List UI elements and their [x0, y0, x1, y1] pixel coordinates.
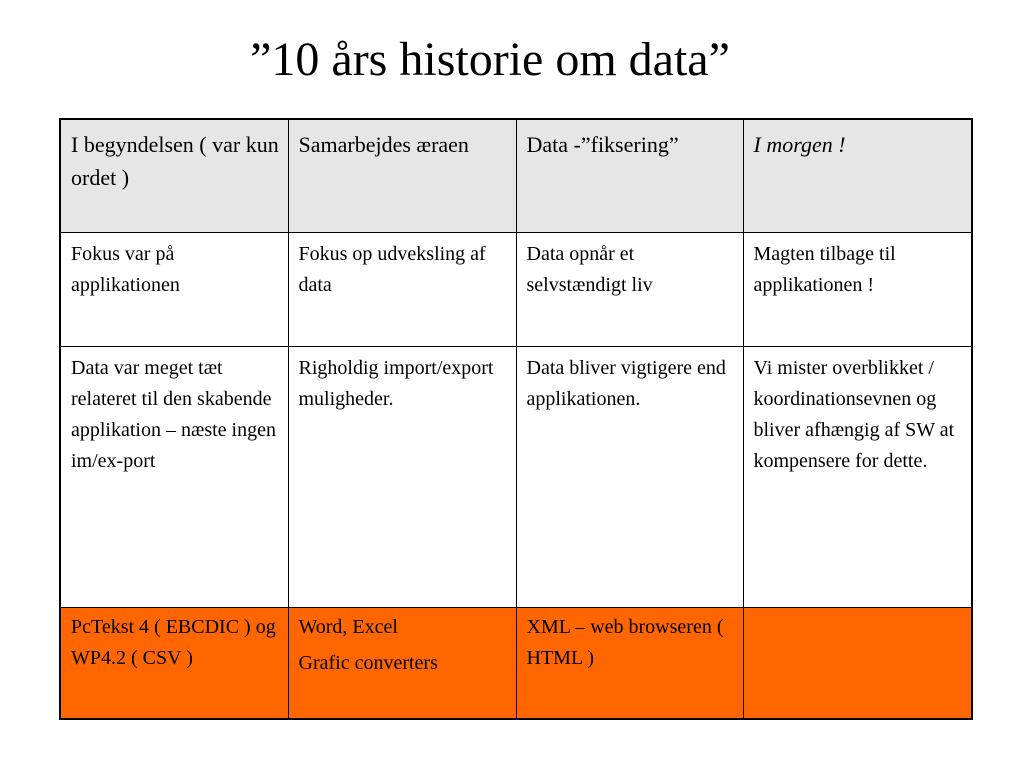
table-cell: Fokus op udveksling af data — [288, 233, 516, 347]
table-cell: Data bliver vigtigere end applikationen. — [516, 347, 743, 608]
table-cell: PcTekst 4 ( EBCDIC ) og WP4.2 ( CSV ) — [60, 608, 288, 720]
header-cell-samarbejde: Samarbejdes æraen — [288, 119, 516, 233]
table-cell: XML – web browseren ( HTML ) — [516, 608, 743, 720]
table-cell — [288, 608, 516, 720]
table-cell: Magten tilbage til applikationen ! — [743, 233, 972, 347]
table-row — [60, 233, 972, 347]
table-cell: Vi mister overblikket / koordinationsevnen og bliver afhængig af SW at kompensere for dette. — [743, 347, 972, 608]
slide-title: ”10 års historie om data” — [250, 33, 730, 86]
table-cell: Fokus var på applikationen — [60, 233, 288, 347]
table-cell: Data opnår et selvstændigt liv — [516, 233, 743, 347]
header-cell-imorgen: I morgen ! — [743, 119, 972, 233]
table-row — [60, 347, 972, 608]
table-cell: Data var meget tæt relateret til den skabende applikation – næste ingen im/ex-port — [60, 347, 288, 608]
cell-line: Word, Excel — [298, 616, 398, 638]
table-row-highlight — [60, 608, 972, 720]
history-table — [59, 118, 973, 720]
table-cell-empty — [743, 608, 972, 720]
header-cell-begyndelsen: I begyndelsen ( var kun ordet ) — [60, 119, 288, 233]
header-cell-datafiksering: Data -”fiksering” — [516, 119, 743, 233]
cell-line: Grafic converters — [298, 652, 438, 674]
table-header-row — [60, 119, 972, 233]
table-cell: Righoldig import/export muligheder. — [288, 347, 516, 608]
